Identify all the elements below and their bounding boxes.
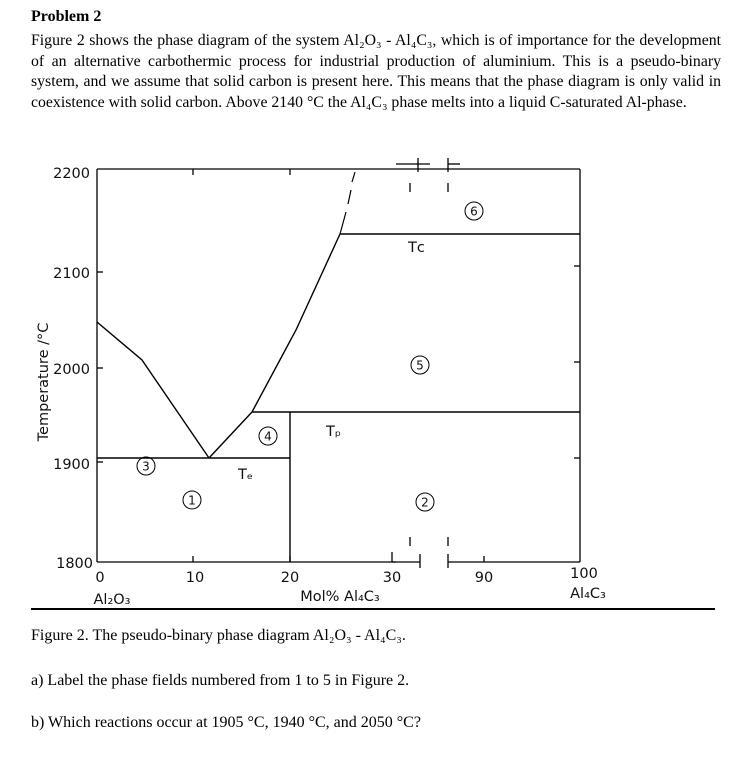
x-tick-0: 0	[95, 570, 105, 586]
diagram-frame	[97, 158, 580, 568]
field-marker-3	[137, 457, 155, 475]
field-marker-2	[416, 493, 434, 511]
phase-boundaries	[97, 172, 580, 562]
x-tick-90: 90	[474, 570, 494, 586]
problem-title: Problem 2	[31, 8, 102, 25]
question-a: a) Label the phase fields numbered from 1 to 5 in Figure 2.	[31, 672, 410, 689]
field-number-6: 6	[470, 204, 478, 219]
liquidus-left	[97, 322, 209, 458]
field-number-3: 3	[142, 459, 150, 474]
figure-caption: Figure 2. The pseudo-binary phase diagram Al₂O₃ - Al₄C₃.	[31, 627, 406, 644]
field-marker-4	[259, 427, 277, 445]
field-marker-1	[183, 491, 201, 509]
x-tick-30: 30	[382, 570, 402, 586]
y-axis-label: Temperature /°C	[36, 322, 52, 442]
right-component-label: Al₄C₃	[570, 586, 606, 602]
field-marker-5	[411, 356, 429, 374]
y-tick-1900: 1900	[53, 457, 90, 473]
intro-paragraph: Figure 2 shows the phase diagram of the system Al₂O₃ - Al₄C₃, which is of importance for the development of an alternative carbothermic process for industrial production of aluminium. This is a pseudo-binary system, and we assume that solid carbon is present here. This means that the phase diagram is only valid in coexistence with solid carbon. Above 2140 °C the Al₄C₃ phase melts into a liquid C-saturated Al-phase.	[31, 32, 721, 111]
y-tick-1800: 1800	[56, 556, 93, 572]
x-tick-10: 10	[185, 570, 205, 586]
y-tick-2100: 2100	[53, 266, 90, 282]
field-number-5: 5	[416, 358, 424, 373]
field-marker-6	[465, 202, 483, 220]
x-axis-label: Mol% Al₄C₃	[300, 589, 380, 605]
x-tick-100: 100	[570, 566, 598, 582]
critical-label: Tᴄ	[408, 240, 425, 256]
peritectic-label: Tₚ	[326, 424, 342, 440]
y-tick-2000: 2000	[53, 362, 90, 378]
liquidus-right	[252, 234, 340, 412]
y-tick-2200: 2200	[53, 166, 90, 182]
field-number-2: 2	[421, 495, 429, 510]
question-b: b) Which reactions occur at 1905 °C, 1940 °C, and 2050 °C?	[31, 714, 421, 731]
eutectic-label: Tₑ	[238, 467, 253, 483]
liquidus-middle	[209, 412, 252, 458]
separator-rule	[31, 608, 715, 610]
x-tick-20: 20	[280, 570, 300, 586]
field-number-4: 4	[264, 429, 272, 444]
field-number-1: 1	[188, 493, 196, 508]
left-component-label: Al₂O₃	[93, 592, 131, 608]
